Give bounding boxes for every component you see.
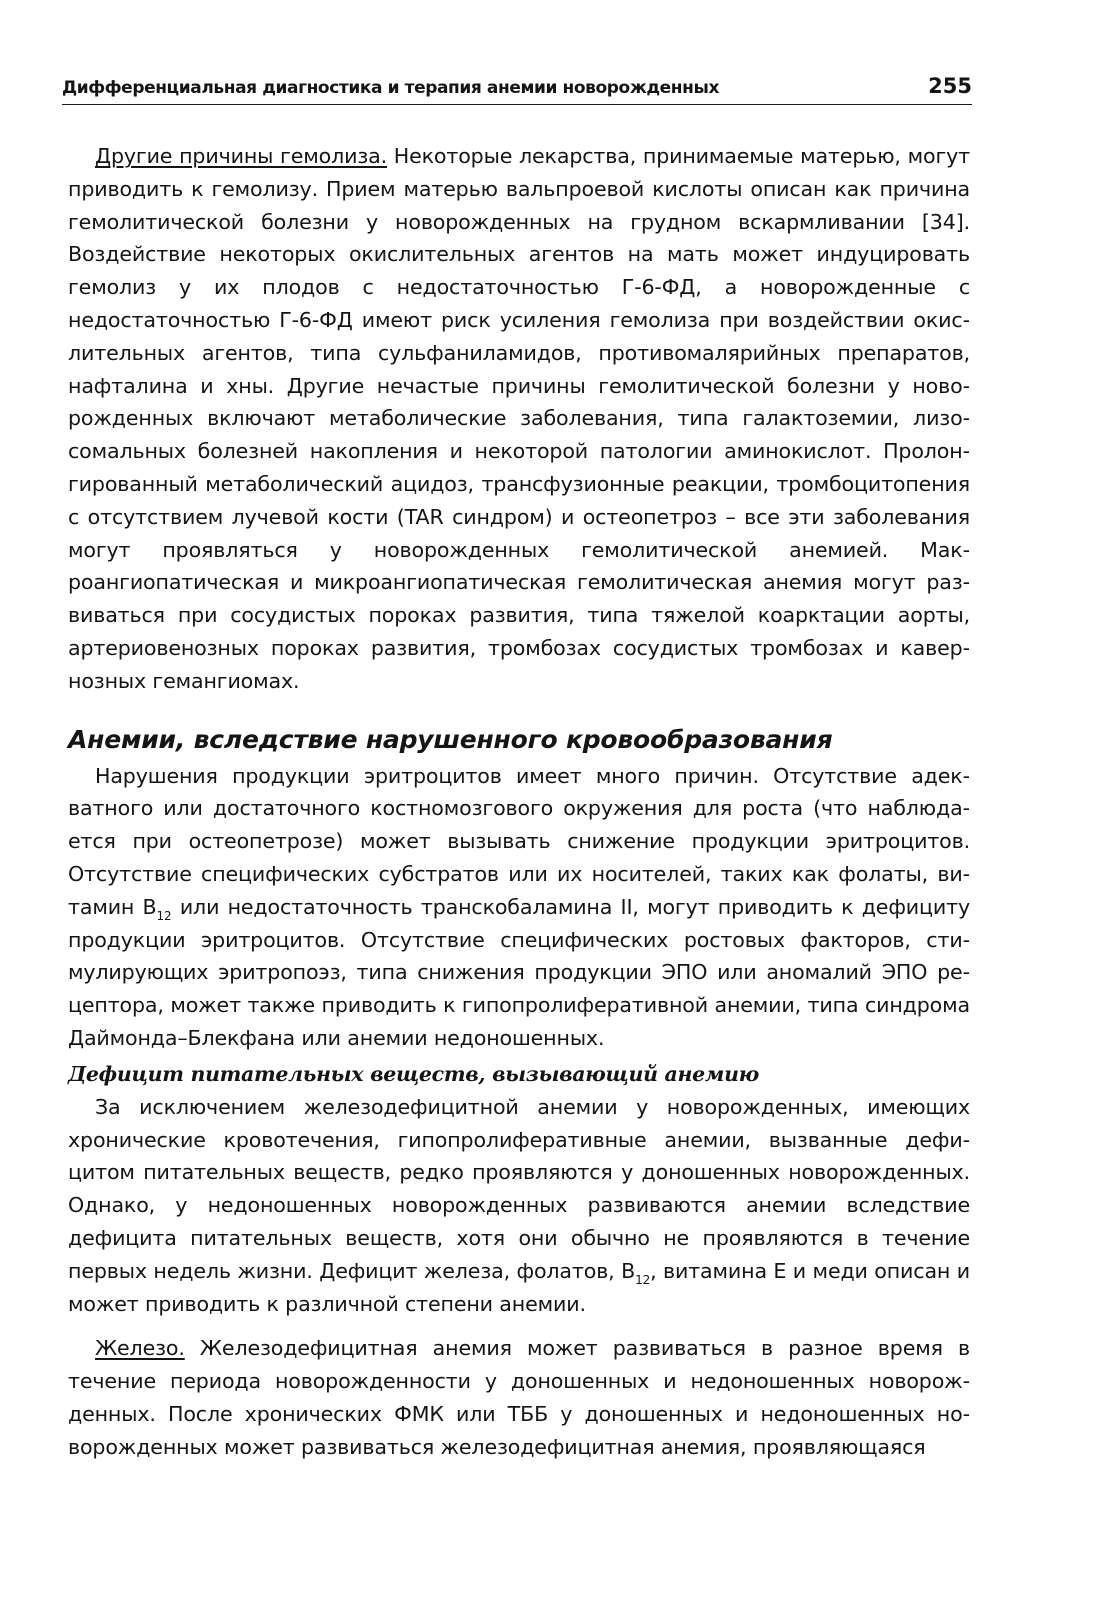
paragraph-text: Нарушения продукции эритроцитов имеет много причин. Отсутствие адекватного или достаточного костномозгового окружения для роста (что наблюдается при остеопетрозе) может вызывать снижение продукции эритроцитов. Отсутствие специфических субстратов или их носителей, таких как фолаты, витамин B: [68, 763, 970, 919]
subscript-12: 12: [635, 1272, 651, 1287]
paragraph-gap: [68, 1320, 970, 1332]
paragraph-text: Некоторые лекарства, принимаемые матерью, могут приводить к гемолизу. Прием матерью вальпроевой кислоты описан как причина гемолитической болезни у новорожденных на грудном вскармливании [34]. Воздействие некоторых окислительных агентов на мать может индуцировать гемолиз у их плодов с недостаточностью Г-6-ФД, а новорожденные с недостаточностью Г-6-ФД имеют риск усиления гемолиза при воздействии окислительных агентов, типа сульфаниламидов, противомалярийных препаратов, нафталина и хны. Другие нечастые причины гемолитической болезни у новорожденных включают метаболические заболевания, типа галактоземии, лизосомальных болезней накопления и некоторой патологии аминокислот. Пролонгированный метаболический ацидоз, трансфузионные реакции, тромбоцитопения с отсутствием лучевой кости (TAR синдром) и остеопетроз – все эти заболевания могут проявляться у новорожденных гемолитической анемией. Макроангиопатическая и микроангиопатическая гемолитическая анемия могут развиваться при сосудистых пороках развития, типа тяжелой коарктации аорты, артериовенозных пороках развития, тромбозах сосудистых тромбозах и кавернозных гемангиомах.: [68, 144, 970, 693]
section-heading-impaired-hematopoiesis: Анемии, вследствие нарушенного кровообразования: [68, 724, 833, 754]
paragraph-lead-underlined: Железо.: [95, 1336, 185, 1361]
running-head: [62, 74, 972, 104]
subsection-heading-nutrient-deficiency: Дефицит питательных веществ, вызывающий анемию: [68, 1061, 759, 1086]
paragraph-text: или недостаточность транскобаламина II, могут приводить к дефициту продукции эритроцитов. Отсутствие специфических ростовых факторов, стимулирующих эритропоэз, типа снижения продукции ЭПО или аномалий ЭПО рецептора, может также приводить к гипопролиферативной анемии, типа синдрома Даймонда–Блекфана или анемии недоношенных.: [68, 894, 970, 1050]
page-body: [68, 140, 970, 1463]
header-rule: [62, 104, 972, 105]
page-number: 255: [928, 74, 972, 98]
paragraph-text: Железодефицитная анемия может развиваться в разное время в течение периода новорожденности у доношенных и недоношенных новорожденных. После хронических ФМК или ТББ у доношенных и недоношенных новорожденных может развиваться железодефицитная анемия, проявляющаяся: [68, 1336, 970, 1459]
paragraph-text: , витамина E и меди описан и может приводить к различной степени анемии.: [68, 1258, 971, 1316]
paragraph-nutrient-deficiency: [68, 1091, 970, 1321]
subscript-12: 12: [156, 908, 172, 923]
paragraph-other-hemolysis-causes: [68, 140, 970, 698]
paragraph-production-disorders: [68, 760, 970, 1055]
paragraph-iron: [68, 1332, 970, 1463]
paragraph-lead-underlined: Другие причины гемолиза.: [95, 144, 387, 168]
running-title: Дифференциальная диагностика и терапия анемии новорожденных: [62, 78, 720, 98]
paragraph-text: За исключением железодефицитной анемии у новорожденных, имеющих хронические кровотечения, гипопролиферативные анемии, вызванные дефицитом питательных веществ, редко проявляются у доношенных новорожденных. Однако, у недоношенных новорожденных развиваются анемии вследствие дефицита питательных веществ, хотя они обычно не проявляются в течение первых недель жизни. Дефицит железа, фолатов, B: [68, 1094, 970, 1283]
